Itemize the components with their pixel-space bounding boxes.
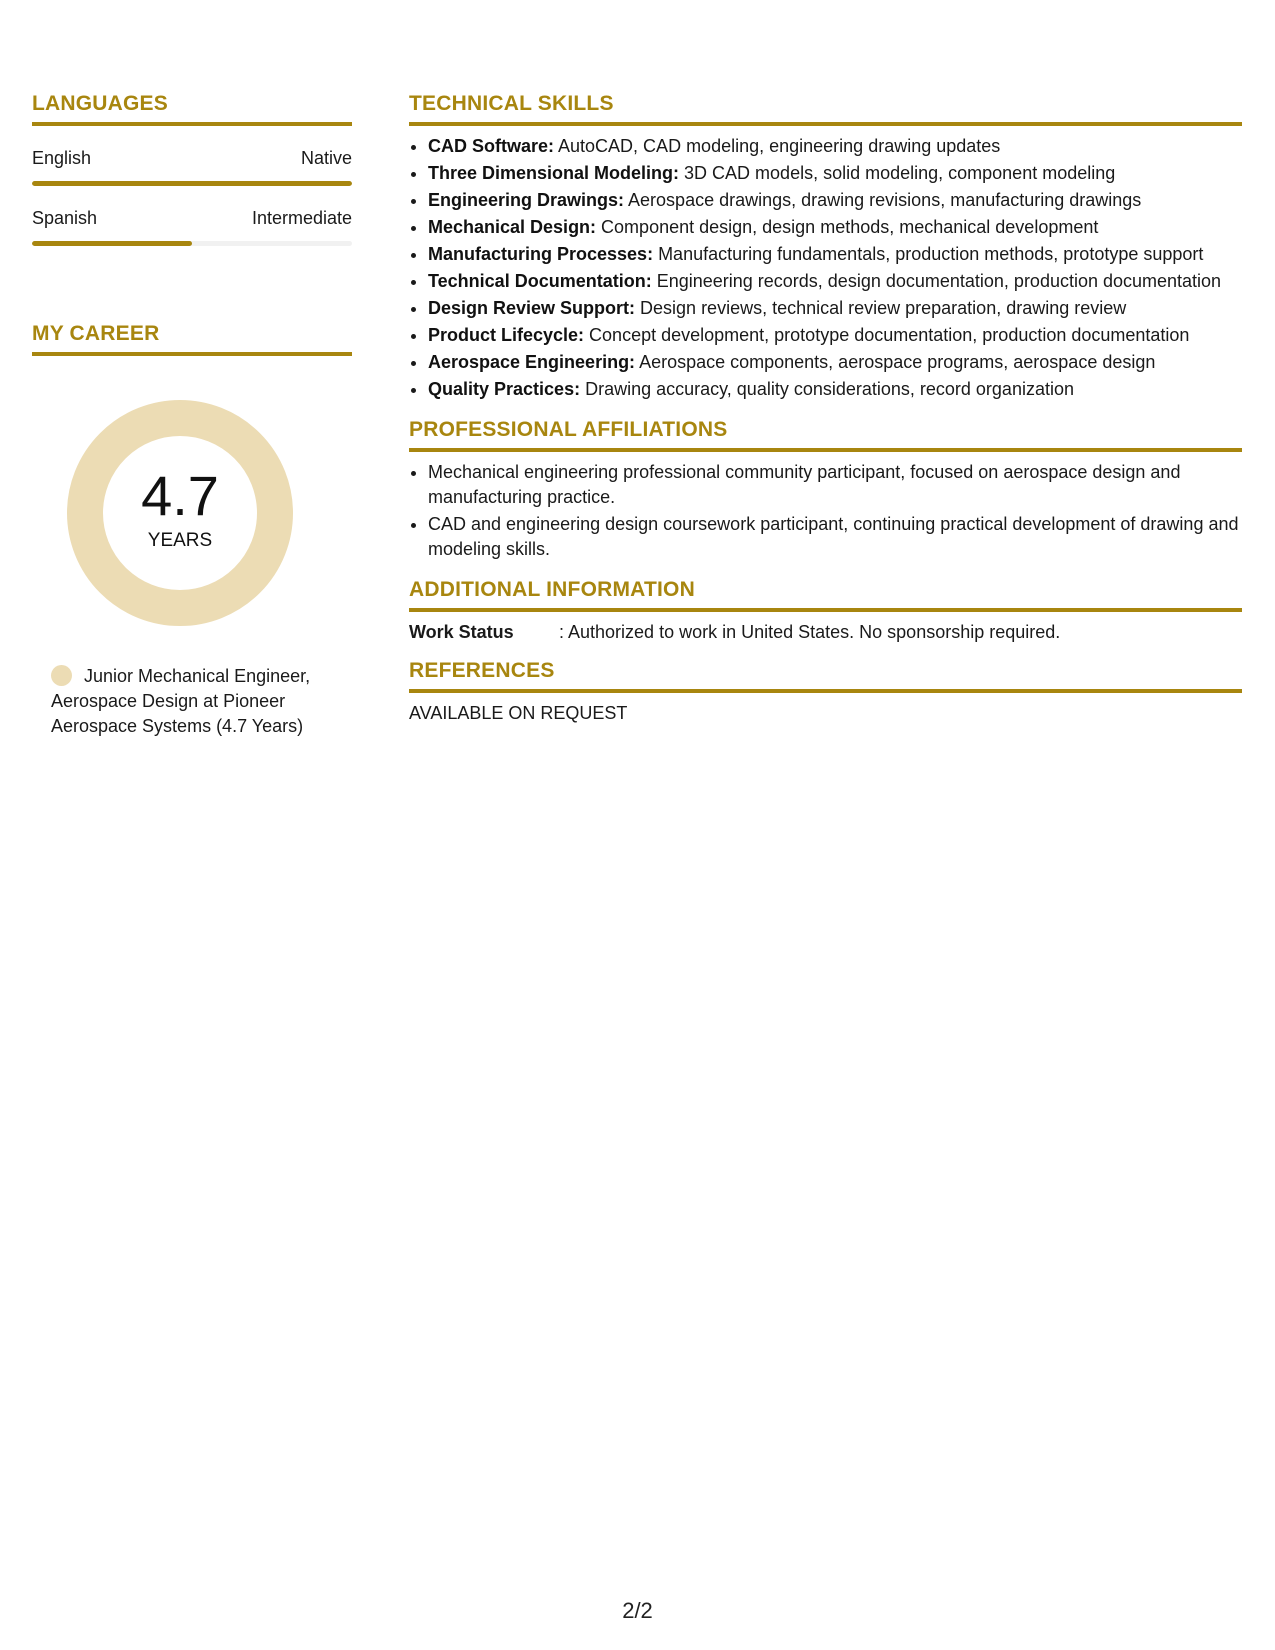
work-status-label: Work Status <box>409 622 514 642</box>
skill-text: Engineering records, design documentation, production documentation <box>651 271 1222 291</box>
skill-label: CAD Software: <box>428 136 555 156</box>
skill-label: Technical Documentation: <box>428 271 652 291</box>
skill-label: Three Dimensional Modeling: <box>428 163 680 183</box>
skill-text: Design reviews, technical review preparation, drawing review <box>635 298 1127 318</box>
skill-label: Mechanical Design: <box>428 217 597 237</box>
left-column <box>32 92 352 739</box>
skill-item <box>428 242 1242 267</box>
skill-label: Aerospace Engineering: <box>428 352 636 372</box>
work-status-value: : Authorized to work in United States. No sponsorship required. <box>559 622 1061 642</box>
language-proficiency-bar <box>32 181 352 186</box>
career-entry-text: Junior Mechanical Engineer, Aerospace Design at Pioneer Aerospace Systems (4.7 Years) <box>51 666 311 736</box>
skill-label: Engineering Drawings: <box>428 190 625 210</box>
career-entry <box>51 664 352 739</box>
career-total-unit: YEARS <box>147 530 213 551</box>
skill-label: Quality Practices: <box>428 379 581 399</box>
skill-item <box>428 350 1242 375</box>
language-level: Native <box>300 148 352 168</box>
skill-item <box>428 269 1242 294</box>
skill-item <box>428 161 1242 186</box>
references-text: AVAILABLE ON REQUEST <box>409 703 628 723</box>
skill-item <box>428 215 1242 240</box>
skill-text: AutoCAD, CAD modeling, engineering drawing updates <box>554 136 1001 156</box>
skill-text: Aerospace drawings, drawing revisions, manufacturing drawings <box>624 190 1142 210</box>
languages-heading: LANGUAGES <box>32 92 352 126</box>
skill-label: Design Review Support: <box>428 298 636 318</box>
skill-item <box>428 377 1242 402</box>
page-number: 2/2 <box>622 1598 653 1623</box>
skill-text: Drawing accuracy, quality considerations, record organization <box>580 379 1074 399</box>
right-column <box>409 92 1242 724</box>
skill-label: Manufacturing Processes: <box>428 244 654 264</box>
career-total-value: 4.7 <box>141 464 219 527</box>
language-proficiency-fill <box>32 181 352 186</box>
skill-text: 3D CAD models, solid modeling, component modeling <box>679 163 1116 183</box>
skill-item <box>428 323 1242 348</box>
career-donut-chart <box>67 400 293 626</box>
career-legend-dot <box>51 665 72 686</box>
affiliation-item: • Mechanical engineering professional community participant, focused on aerospace design and manufacturing practice. <box>428 460 1242 510</box>
language-item <box>32 208 352 246</box>
additional-info-heading: ADDITIONAL INFORMATION <box>409 578 1242 612</box>
skill-item <box>428 188 1242 213</box>
affiliation-item: • CAD and engineering design coursework participant, continuing practical development of drawing and modeling skills. <box>428 512 1242 562</box>
references-heading: REFERENCES <box>409 659 1242 693</box>
work-status-row <box>409 622 1242 643</box>
skill-text: Component design, design methods, mechanical development <box>596 217 1099 237</box>
language-proficiency-bar <box>32 241 352 246</box>
technical-skills-heading: TECHNICAL SKILLS <box>409 92 1242 126</box>
affiliations-heading: PROFESSIONAL AFFILIATIONS <box>409 418 1242 452</box>
skill-item <box>428 134 1242 159</box>
career-heading: MY CAREER <box>32 322 352 356</box>
career-donut-center <box>67 400 293 626</box>
language-proficiency-fill <box>32 241 192 246</box>
language-level: Intermediate <box>251 208 352 228</box>
skill-item <box>428 296 1242 321</box>
skill-label: Product Lifecycle: <box>428 325 585 345</box>
skill-text: Concept development, prototype documentation, production documentation <box>584 325 1190 345</box>
affiliations-list <box>409 460 1242 562</box>
skill-text: Aerospace components, aerospace programs, aerospace design <box>635 352 1156 372</box>
skill-text: Manufacturing fundamentals, production methods, prototype support <box>653 244 1204 264</box>
language-name: English <box>32 148 92 168</box>
technical-skills-list <box>409 134 1242 402</box>
language-item <box>32 148 352 186</box>
language-name: Spanish <box>32 208 98 228</box>
